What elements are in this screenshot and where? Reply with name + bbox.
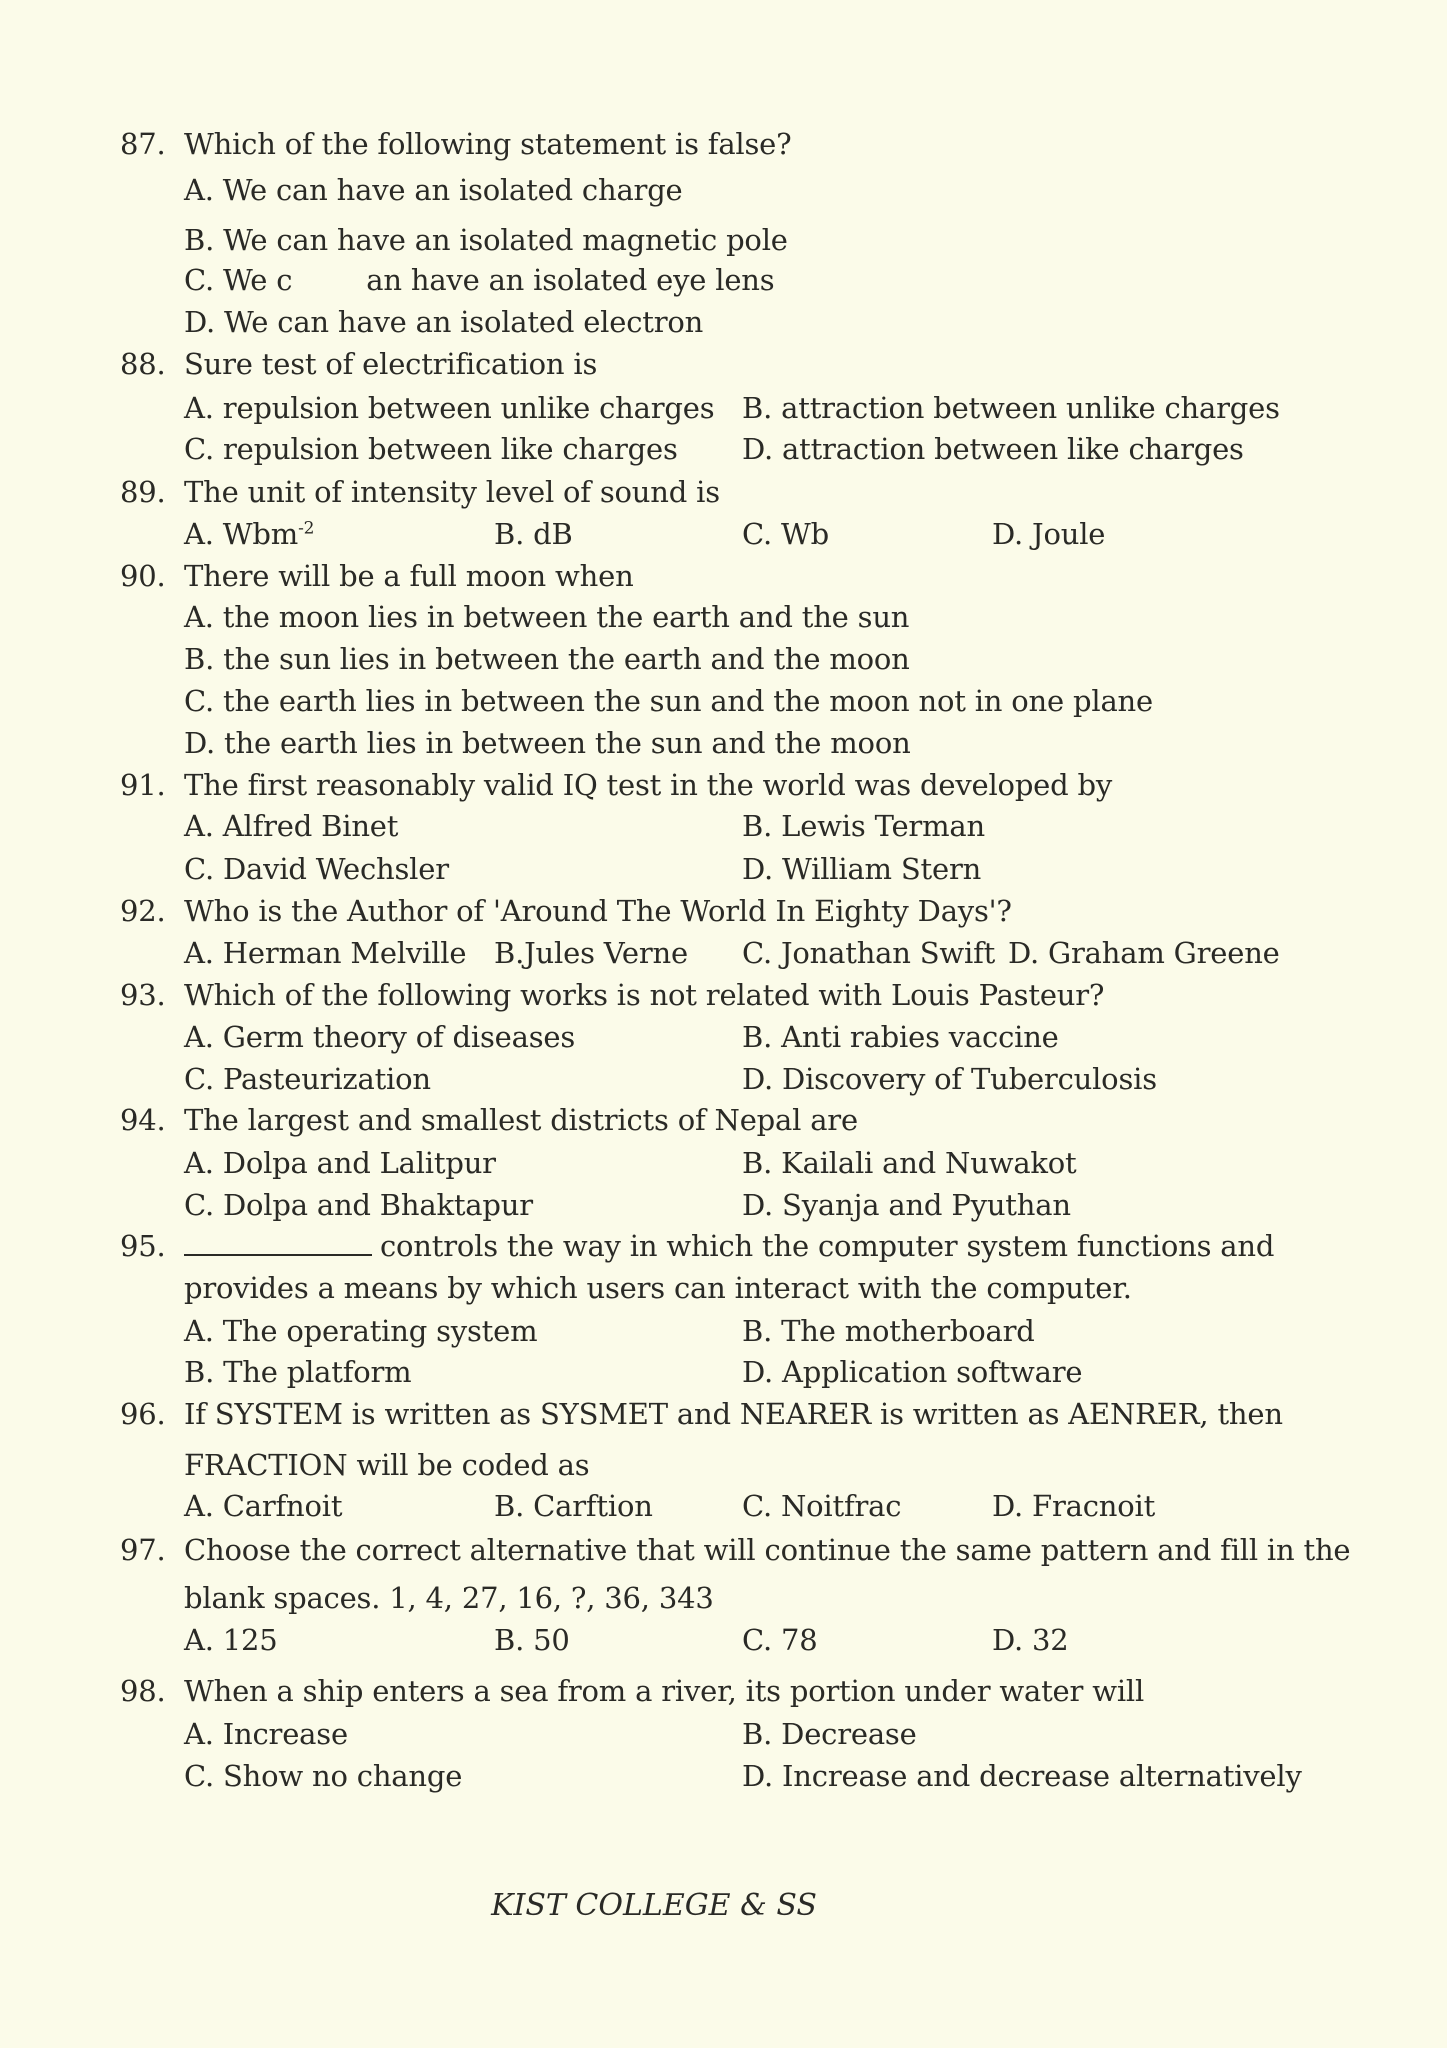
option: B. We can have an isolated magnetic pole	[184, 223, 788, 257]
question-number: 98.	[120, 1674, 166, 1708]
question-number: 92.	[120, 894, 166, 928]
question-stem: The first reasonably valid IQ test in the world was developed by	[184, 768, 1113, 802]
question-stem: The unit of intensity level of sound is	[184, 475, 720, 509]
option: D. Application software	[742, 1355, 1083, 1389]
option: D. We can have an isolated electron	[184, 305, 704, 339]
option	[184, 262, 774, 298]
option: D. 32	[992, 1623, 1069, 1657]
option-part: an have an isolated eye lens	[366, 263, 775, 297]
option: C. Pasteurization	[184, 1062, 431, 1096]
option: B. Anti rabies vaccine	[742, 1020, 1059, 1054]
question-number: 90.	[120, 559, 166, 593]
option: C. the earth lies in between the sun and the moon not in one plane	[184, 684, 1153, 718]
option: A. Carfnoit	[184, 1489, 343, 1523]
option: B. attraction between unlike charges	[742, 391, 1280, 425]
option: A. the moon lies in between the earth and the sun	[184, 600, 910, 634]
question-number: 94.	[120, 1103, 166, 1137]
option: C. repulsion between like charges	[184, 432, 678, 466]
question-number: 93.	[120, 978, 166, 1012]
option: B. Kailali and Nuwakot	[742, 1146, 1077, 1180]
question-stem: There will be a full moon when	[184, 559, 634, 593]
fill-in-blank	[184, 1232, 372, 1256]
stem-text: controls the way in which the computer system functions and	[380, 1229, 1275, 1263]
option: A. We can have an isolated charge	[184, 173, 683, 207]
question-number: 87.	[120, 127, 166, 161]
question-number: 88.	[120, 347, 166, 381]
option: A. Dolpa and Lalitpur	[184, 1146, 496, 1180]
option: B. 50	[494, 1623, 570, 1657]
option: C. David Wechsler	[184, 852, 449, 886]
question-stem: When a ship enters a sea from a river, its portion under water will	[184, 1674, 1145, 1708]
option: A. Germ theory of diseases	[184, 1020, 576, 1054]
question-stem-continued: blank spaces. 1, 4, 27, 16, ?, 36, 343	[184, 1581, 714, 1615]
option: B. The motherboard	[742, 1314, 1035, 1348]
option: C. Wb	[742, 517, 829, 551]
question-number: 91.	[120, 768, 166, 802]
option: D. William Stern	[742, 852, 982, 886]
option: D. Increase and decrease alternatively	[742, 1759, 1302, 1793]
option: C. Jonathan Swift	[742, 936, 996, 970]
superscript: -2	[298, 518, 315, 539]
option: B. Carftion	[494, 1489, 653, 1523]
option: B.Jules Verne	[494, 936, 688, 970]
option: D. the earth lies in between the sun and the moon	[184, 726, 911, 760]
question-stem: Sure test of electrification is	[184, 347, 598, 381]
option: D. Graham Greene	[1008, 936, 1280, 970]
question-number: 97.	[120, 1533, 166, 1567]
option: B. The platform	[184, 1355, 412, 1389]
question-stem: Choose the correct alternative that will continue the same pattern and fill in the	[184, 1533, 1351, 1567]
question-stem: Which of the following works is not related with Louis Pasteur?	[184, 978, 1105, 1012]
option: A. Increase	[184, 1717, 348, 1751]
option: D. Syanja and Pyuthan	[742, 1188, 1071, 1222]
option: A. Herman Melville	[184, 936, 467, 970]
option: A. 125	[184, 1623, 278, 1657]
option: A. Alfred Binet	[184, 809, 399, 843]
option: D. Joule	[992, 517, 1106, 551]
option: D. Discovery of Tuberculosis	[742, 1062, 1157, 1096]
question-number: 89.	[120, 475, 166, 509]
option: A. The operating system	[184, 1314, 538, 1348]
option: C. Show no change	[184, 1759, 463, 1793]
option: B. Lewis Terman	[742, 809, 985, 843]
option: D. Fracnoit	[992, 1489, 1156, 1523]
question-number: 96.	[120, 1397, 166, 1431]
page-footer: KIST COLLEGE & SS	[491, 1888, 817, 1923]
question-stem: If SYSTEM is written as SYSMET and NEARER is written as AENRER, then	[184, 1397, 1283, 1431]
option-part: C. We c	[184, 263, 293, 297]
option: C. 78	[742, 1623, 818, 1657]
option: A. repulsion between unlike charges	[184, 391, 715, 425]
question-stem-continued: provides a means by which users can interact with the computer.	[184, 1271, 1132, 1305]
option: D. attraction between like charges	[742, 432, 1244, 466]
option-text: A. Wbm	[184, 517, 299, 551]
option	[184, 516, 314, 552]
question-stem: Which of the following statement is false?	[184, 127, 792, 161]
option: B. the sun lies in between the earth and the moon	[184, 642, 910, 676]
question-stem: Who is the Author of 'Around The World In Eighty Days'?	[184, 894, 1012, 928]
option: C. Noitfrac	[742, 1489, 902, 1523]
option: B. dB	[494, 517, 573, 551]
question-stem: The largest and smallest districts of Nepal are	[184, 1103, 858, 1137]
option: B. Decrease	[742, 1717, 917, 1751]
option: C. Dolpa and Bhaktapur	[184, 1188, 533, 1222]
question-number: 95.	[120, 1229, 166, 1263]
question-stem-continued: FRACTION will be coded as	[184, 1448, 590, 1482]
question-stem	[184, 1228, 1274, 1264]
